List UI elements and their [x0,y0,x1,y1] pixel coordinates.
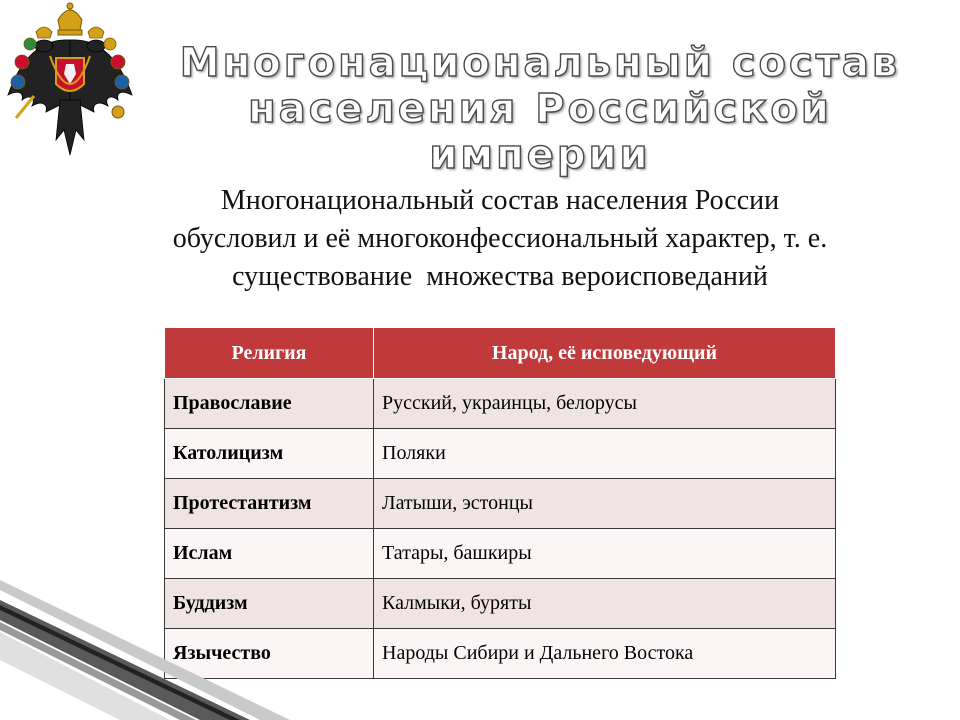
header-religion: Религия [165,328,374,379]
table-header-row [165,328,836,379]
lead-line-3: существование множества вероисповеданий [232,261,768,292]
religion-cell: Ислам [165,529,374,579]
people-cell: Латыши, эстонцы [374,479,836,529]
title-line-2: населения Российской империи [248,86,832,178]
lead-paragraph [60,182,940,296]
religion-cell: Протестантизм [165,479,374,529]
people-cell: Калмыки, буряты [374,579,836,629]
people-cell: Татары, башкиры [374,529,836,579]
table-row [165,379,836,429]
people-cell: Народы Сибири и Дальнего Востока [374,629,836,679]
header-people: Народ, её исповедующий [374,328,836,379]
title-line-1: Многонациональный состав [179,40,901,86]
table-row [165,479,836,529]
religion-cell: Буддизм [165,579,374,629]
religion-cell: Язычество [165,629,374,679]
corner-stripes-icon [0,560,520,720]
religion-cell: Католицизм [165,429,374,479]
lead-line-2: обусловил и её многоконфессиональный характер, т. е. [172,223,828,254]
lead-line-1: Многонациональный состав населения России [220,185,780,216]
religion-cell: Православие [165,379,374,429]
people-cell: Русский, украинцы, белорусы [374,379,836,429]
people-cell: Поляки [374,429,836,479]
page-title [150,40,930,178]
table-row [165,429,836,479]
coat-of-arms-icon [0,0,140,165]
